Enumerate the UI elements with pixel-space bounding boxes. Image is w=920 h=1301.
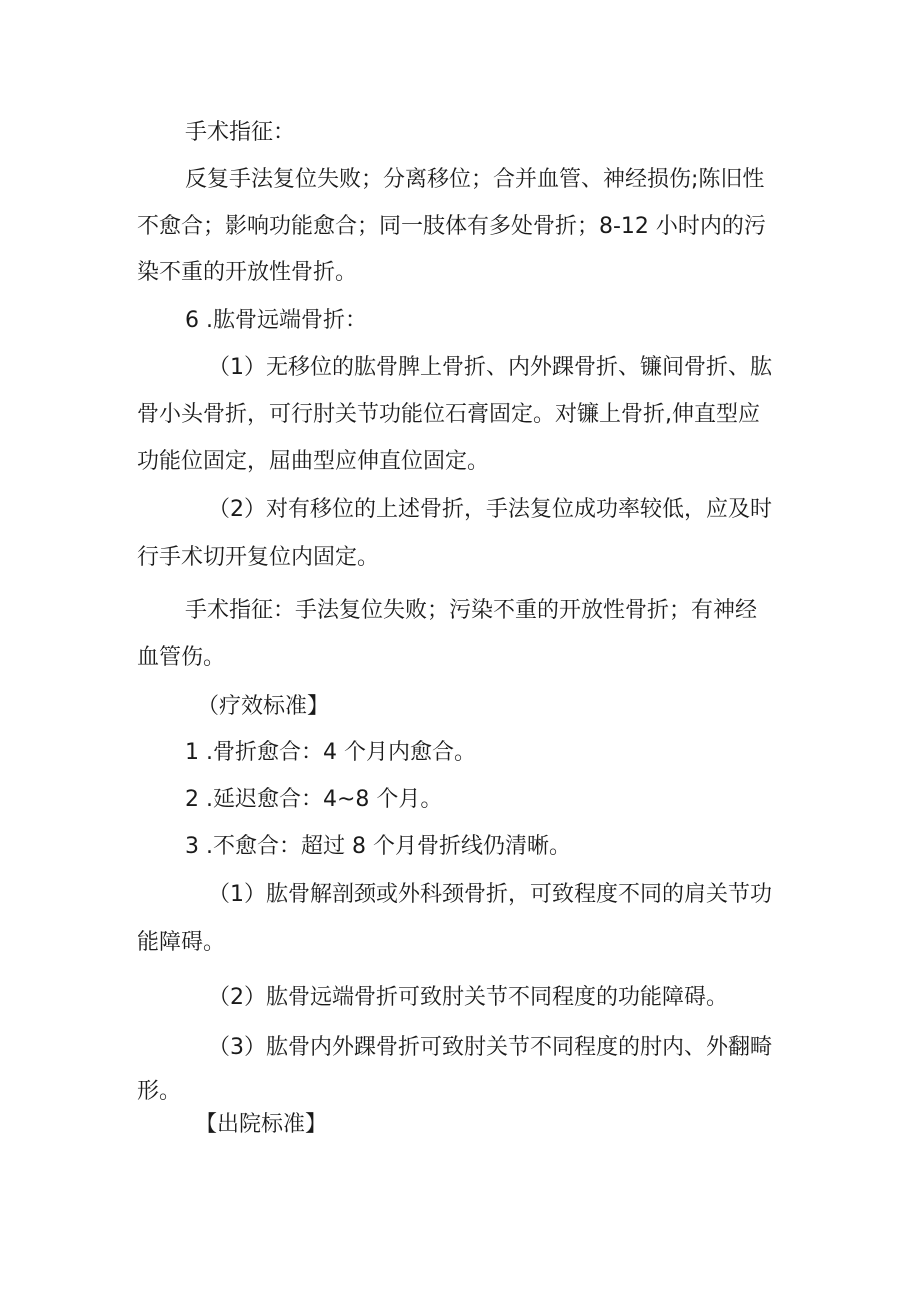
list-item: 2 .延迟愈合：4~8 个月。 [185, 787, 443, 812]
list-item: 3 .不愈合：超过 8 个月骨折线仍清晰。 [185, 834, 571, 859]
paragraph-line: 功能位固定，屈曲型应伸直位固定。 [137, 449, 490, 474]
paragraph-line: （3）肱骨内外踝骨折可致肘关节不同程度的肘内、外翻畸 [208, 1035, 772, 1060]
paragraph-line: （1）无移位的肱骨脾上骨折、内外踝骨折、镰间骨折、肱 [208, 355, 772, 380]
paragraph-line: （2）肱骨远端骨折可致肘关节不同程度的功能障碍。 [208, 985, 728, 1010]
paragraph-line: 能障碍。 [137, 930, 226, 955]
section-heading: 6 .肱骨远端骨折： [185, 308, 367, 333]
paragraph-line: 形。 [137, 1079, 182, 1104]
section-heading: （疗效标准】 [197, 694, 330, 719]
paragraph-line: 不愈合；影响功能愈合；同一肢体有多处骨折；8-12 小时内的污 [137, 214, 766, 239]
section-heading: 手术指征： [185, 120, 296, 145]
list-item: 1 .骨折愈合：4 个月内愈合。 [185, 740, 476, 765]
paragraph-line: （2）对有移位的上述骨折，手法复位成功率较低，应及时 [208, 497, 772, 522]
paragraph-line: 骨小头骨折，可行肘关节功能位石膏固定。对镰上骨折,伸直型应 [137, 402, 760, 427]
paragraph-line: （1）肱骨解剖颈或外科颈骨折，可致程度不同的肩关节功 [208, 882, 772, 907]
paragraph-line: 染不重的开放性骨折。 [137, 260, 358, 285]
paragraph-line: 反复手法复位失败；分离移位；合并血管、神经损伤;陈旧性 [185, 167, 765, 192]
paragraph-line: 行手术切开复位内固定。 [137, 545, 380, 570]
paragraph-line: 血管伤。 [137, 645, 226, 670]
section-heading: 【出院标准】 [195, 1112, 328, 1137]
paragraph-line: 手术指征：手法复位失败；污染不重的开放性骨折；有神经 [185, 598, 758, 623]
